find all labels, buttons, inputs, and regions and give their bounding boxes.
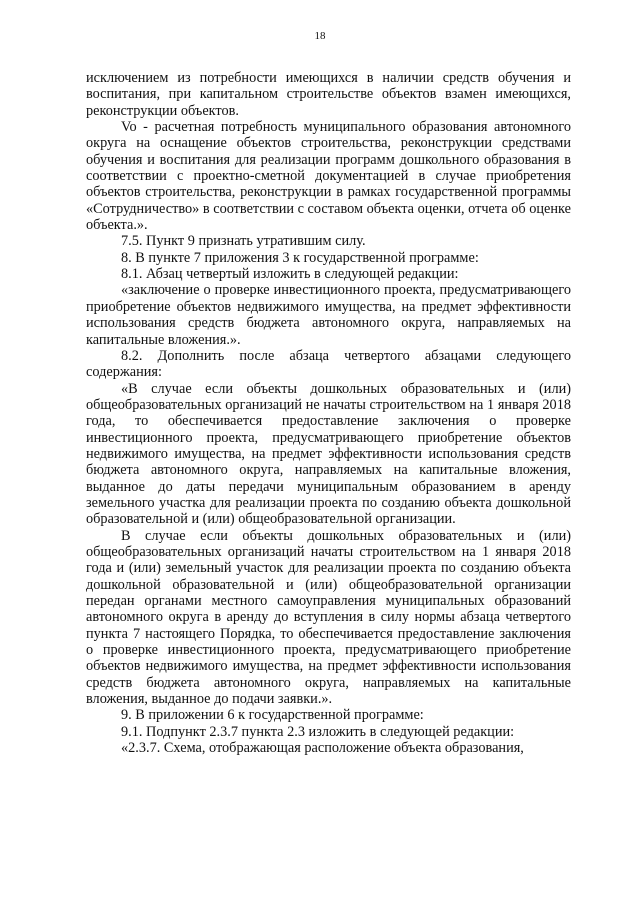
paragraph: «заключение о проверке инвестиционного проекта, предусматривающего приобретение объектов недвижимого имущества, на предмет эффективности использования средств бюджета автономного округа, направляемых на капитальные вложения.».	[86, 282, 571, 348]
paragraph: В случае если объекты дошкольных образовательных и (или) общеобразовательных организаций начаты строительством на 1 января 2018 года и (или) земельный участок для реализации проекта по созданию объекта дошкольной образовательной и (или) общеобразовательной организации передан органами местного самоуправления муниципальных образований автономного округа в аренду до вступления в силу нормы абзаца четвертого пункта 7 настоящего Порядка, то обеспечивается предоставление заключения о проверке инвестиционного проекта, предусматривающего приобретение объектов недвижимого имущества, на предмет эффективности использования средств бюджета автономного округа, направляемых на капитальные вложения, выданное до подачи заявки.».	[86, 527, 571, 708]
document-body	[86, 70, 571, 756]
paragraph: исключением из потребности имеющихся в наличии средств обучения и воспитания, при капитальном строительстве объектов взамен имеющихся, реконструкции объектов.	[86, 70, 571, 119]
paragraph: «2.3.7. Схема, отображающая расположение объекта образования,	[121, 740, 524, 757]
paragraph: Vo - расчетная потребность муниципального образования автономного округа на оснащение объектов строительства, реконструкции средствами обучения и воспитания для реализации программ дошкольного образования в соответствии с проектно-сметной документацией в случае приобретения объектов строительства, реконструкции в рамках государственной программы «Сотрудничество» в соответствии с составом объекта оценки, отчета об оценке объекта.».	[86, 119, 571, 234]
paragraph: 8.1. Абзац четвертый изложить в следующей редакции:	[121, 266, 459, 283]
paragraph: 7.5. Пункт 9 признать утратившим силу.	[121, 233, 366, 250]
paragraph: 8. В пункте 7 приложения 3 к государственной программе:	[121, 249, 479, 266]
paragraph: 9.1. Подпункт 2.3.7 пункта 2.3 изложить в следующей редакции:	[121, 723, 515, 740]
paragraph: 8.2. Дополнить после абзаца четвертого абзацами следующего содержания:	[86, 347, 571, 381]
page-number: 18	[314, 30, 326, 42]
paragraph: 9. В приложении 6 к государственной программе:	[121, 707, 424, 724]
paragraph: «В случае если объекты дошкольных образовательных и (или) общеобразовательных организаций не начаты строительством на 1 января 2018 года, то обеспечивается предоставление заключения о проверке инвестиционного проекта, предусматривающего приобретение объектов недвижимого имущества, на предмет эффективности использования средств бюджета автономного округа, направляемых на капитальные вложения, выданное до даты передачи муниципальным образованием в аренду земельного участка для реализации проекта по созданию объекта дошкольной образовательной и (или) общеобразовательной организации.	[86, 380, 571, 528]
